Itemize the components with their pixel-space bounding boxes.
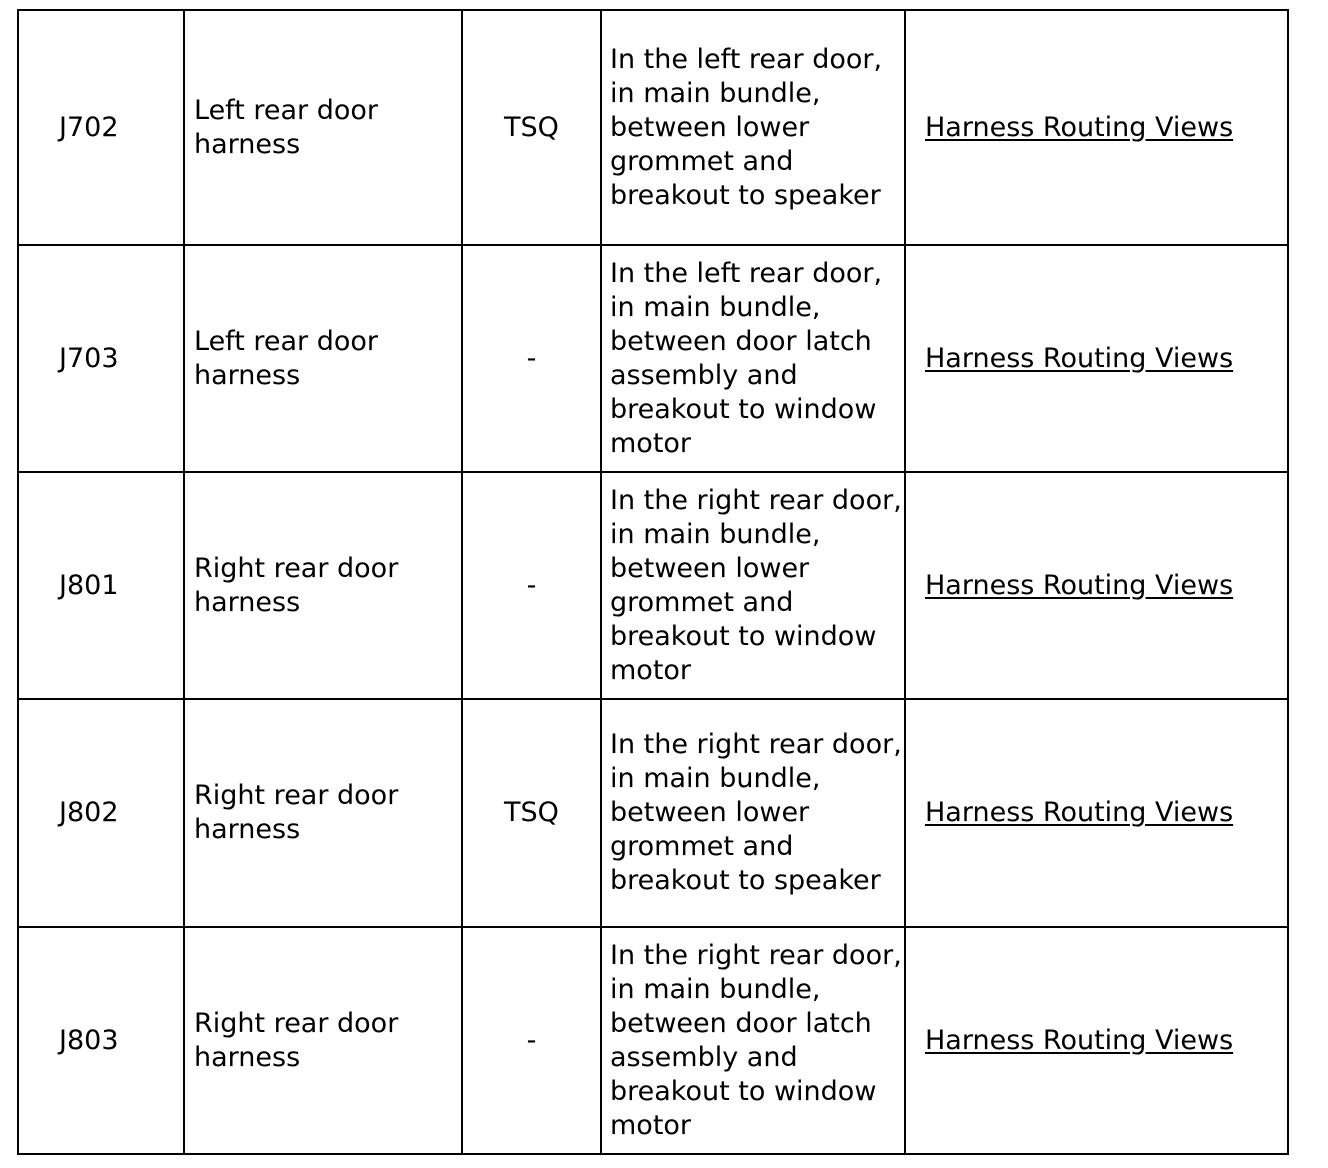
harness-name-cell: Left rear door harness xyxy=(184,10,462,245)
splice-type-cell: TSQ xyxy=(462,699,601,927)
harness-name-cell: Right rear door harness xyxy=(184,699,462,927)
table-row xyxy=(18,245,1288,472)
harness-routing-views-link[interactable]: Harness Routing Views xyxy=(925,1024,1234,1056)
harness-routing-cell xyxy=(905,927,1288,1154)
connector-id-cell: J802 xyxy=(18,699,184,927)
harness-name-cell: Right rear door harness xyxy=(184,927,462,1154)
harness-name-cell: Right rear door harness xyxy=(184,472,462,699)
location-description-cell: In the right rear door, in main bundle, between lower grommet and breakout to speaker xyxy=(601,699,905,927)
location-description-cell: In the left rear door, in main bundle, between lower grommet and breakout to speaker xyxy=(601,10,905,245)
harness-routing-views-link[interactable]: Harness Routing Views xyxy=(925,797,1234,828)
harness-routing-views-link[interactable]: Harness Routing Views xyxy=(925,111,1234,143)
harness-routing-views-link[interactable]: Harness Routing Views xyxy=(925,569,1234,601)
harness-name-cell: Left rear door harness xyxy=(184,245,462,472)
harness-routing-cell xyxy=(905,699,1288,927)
location-description-cell: In the left rear door, in main bundle, between door latch assembly and breakout to window motor xyxy=(601,245,905,472)
location-description-cell: In the right rear door, in main bundle, between door latch assembly and breakout to window motor xyxy=(601,927,905,1154)
table-row xyxy=(18,472,1288,699)
location-description-cell: In the right rear door, in main bundle, between lower grommet and breakout to window motor xyxy=(601,472,905,699)
splice-type-cell: TSQ xyxy=(462,10,601,245)
connector-id-cell: J801 xyxy=(18,472,184,699)
splice-type-cell: - xyxy=(462,245,601,472)
harness-routing-cell xyxy=(905,245,1288,472)
harness-routing-views-link[interactable]: Harness Routing Views xyxy=(925,342,1234,374)
splice-type-cell: - xyxy=(462,472,601,699)
connector-id-cell: J702 xyxy=(18,10,184,245)
harness-routing-cell xyxy=(905,10,1288,245)
connector-id-cell: J703 xyxy=(18,245,184,472)
table-row xyxy=(18,699,1288,927)
table-row xyxy=(18,10,1288,245)
splice-type-cell: - xyxy=(462,927,601,1154)
connector-id-cell: J803 xyxy=(18,927,184,1154)
harness-routing-cell xyxy=(905,472,1288,699)
table-row xyxy=(18,927,1288,1154)
connector-location-table xyxy=(17,9,1289,1155)
